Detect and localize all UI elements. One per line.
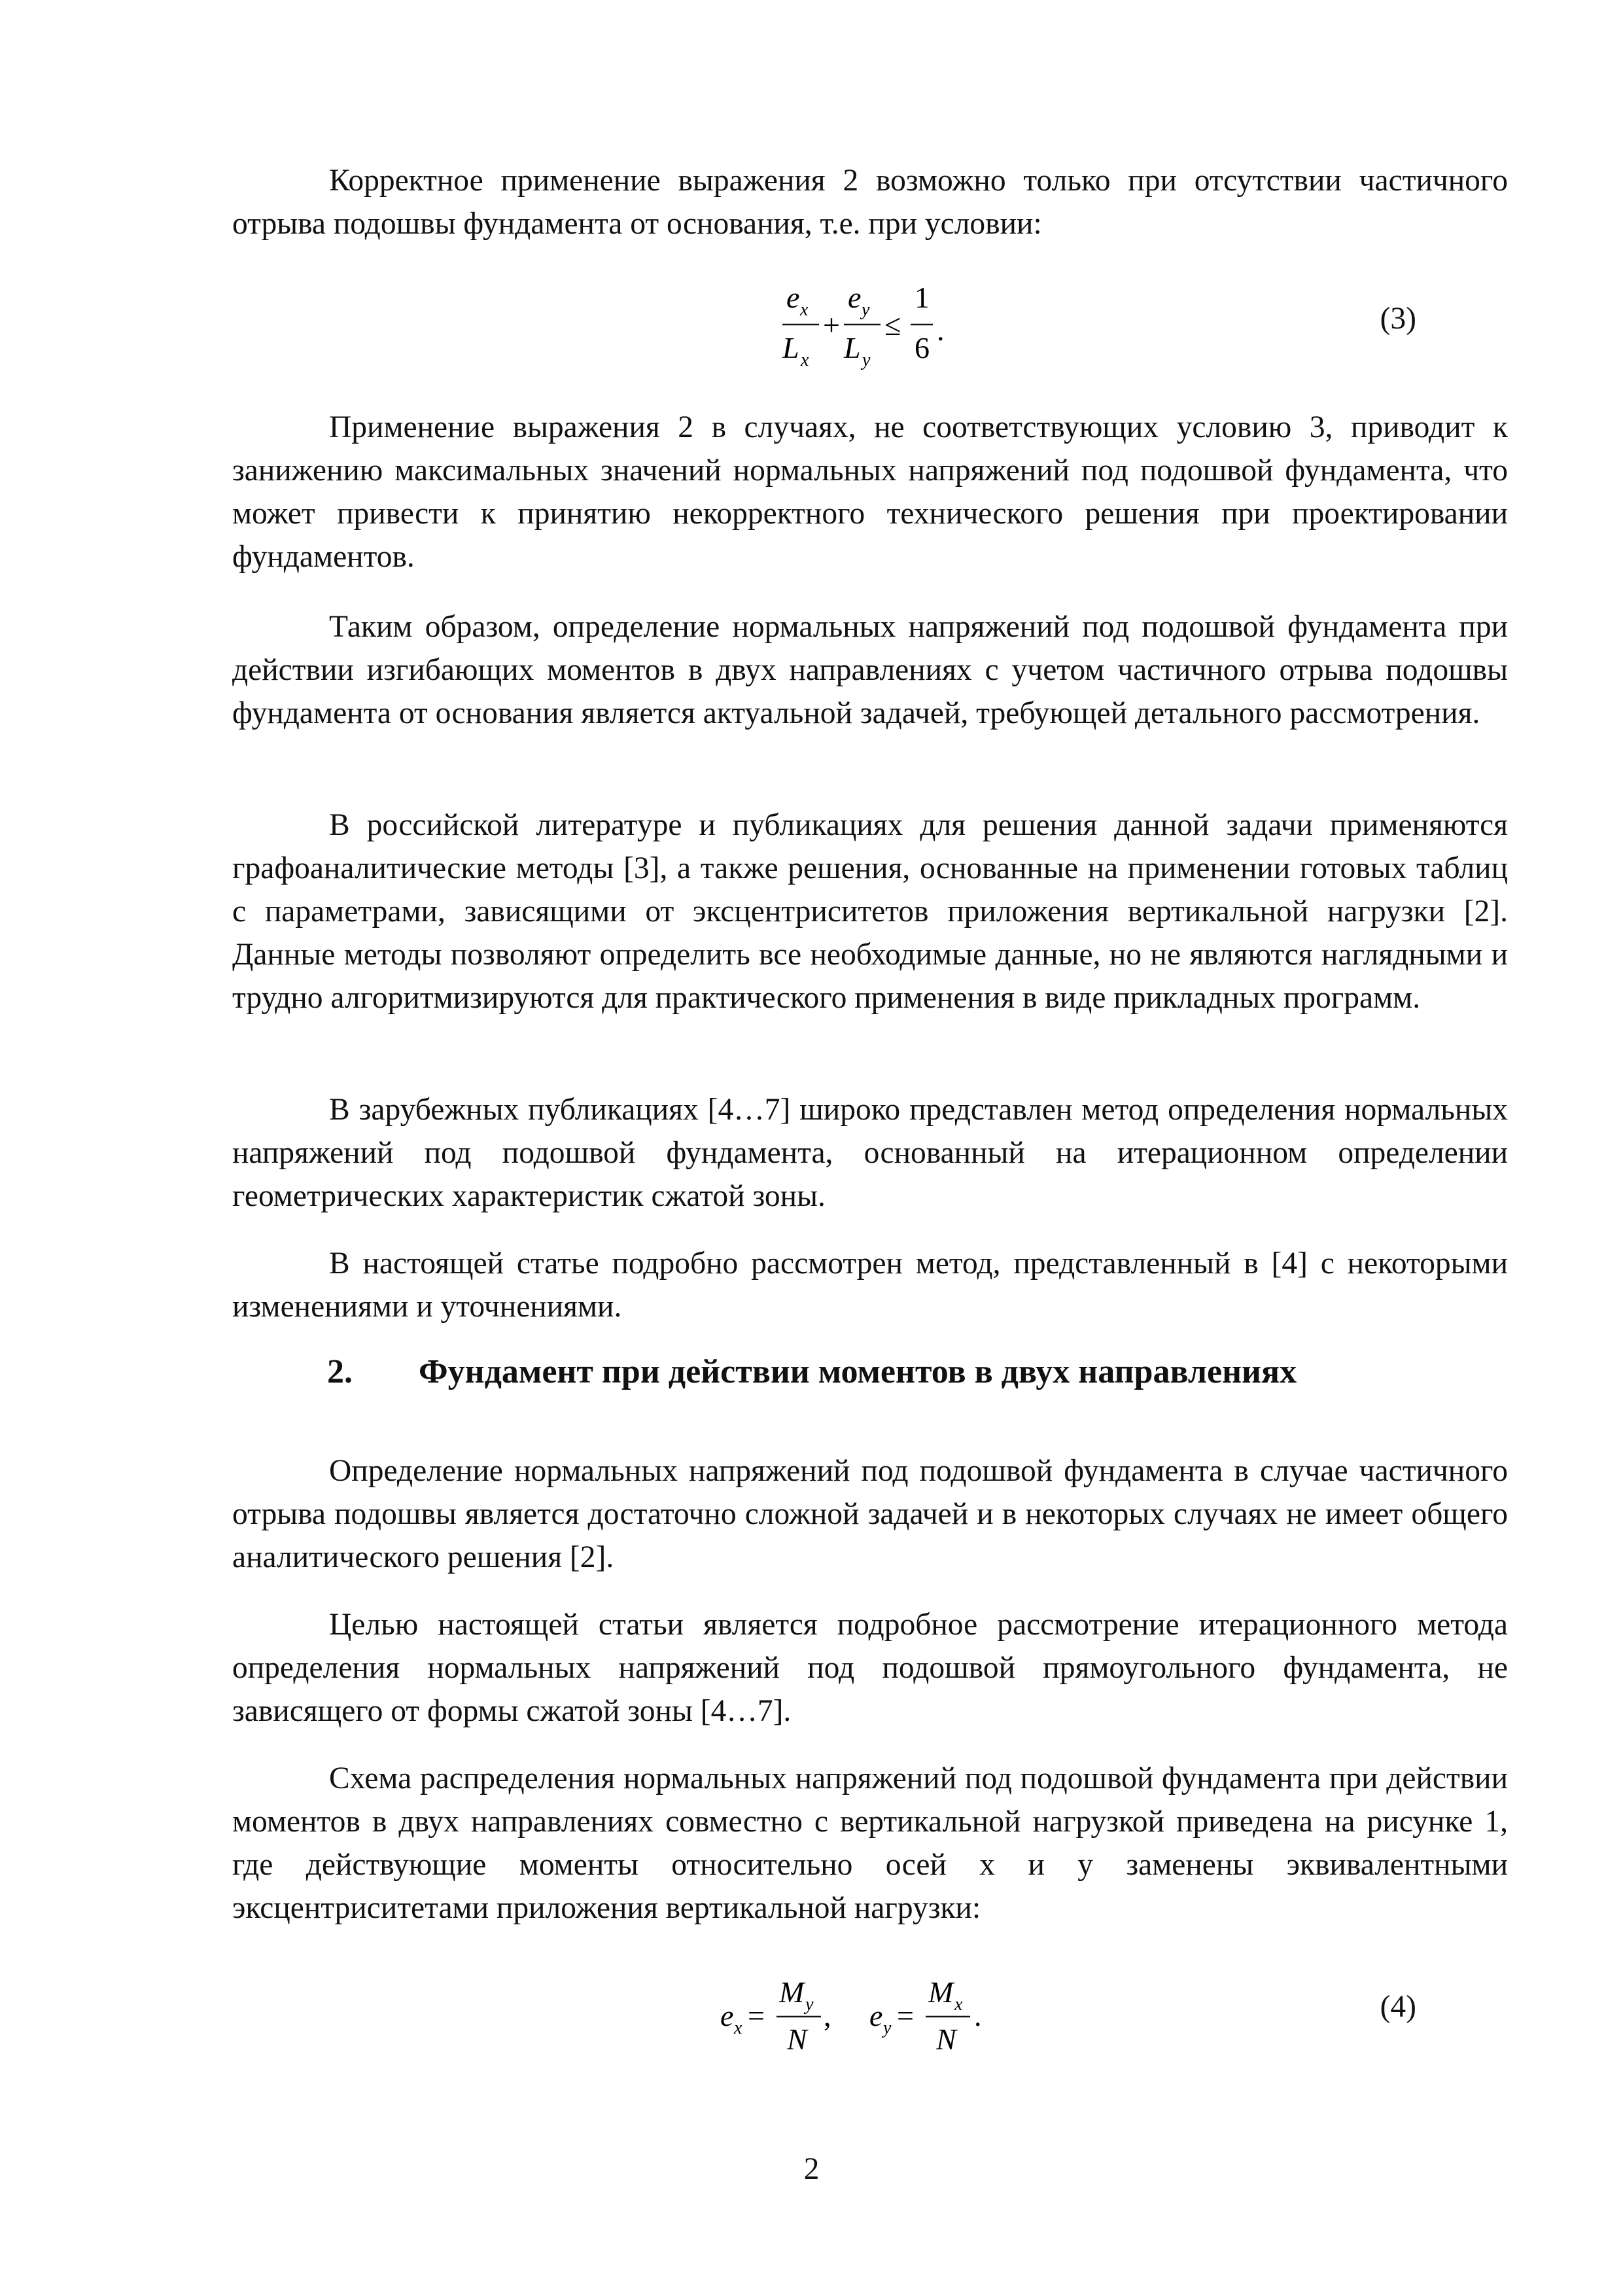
svg-text:,: ,: [824, 1999, 831, 2032]
svg-text:.: .: [937, 313, 945, 347]
svg-text:e: e: [786, 281, 800, 314]
svg-text:y: y: [862, 350, 871, 370]
equation-3-number: (3): [1380, 302, 1416, 336]
svg-text:L: L: [782, 331, 799, 364]
svg-text:N: N: [787, 2022, 807, 2056]
equation-4-formula: [716, 1963, 1056, 2061]
paragraph-8: Целью настоящей статьи является подробное рассмотрение итерационного метода определения нормальных напряжений под подошвой прямоугольного фундамента, не зависящего от формы сжатой зоны [4…7].: [232, 1608, 1508, 1728]
paragraph-2: Применение выражения 2 в случаях, не соответствующих условию 3, приводит к занижению максимальных значений нормальных напряжений под подошвой фундамента, что может привести к принятию некорректного технического решения при проектировании фундаментов.: [232, 410, 1508, 574]
svg-text:x: x: [954, 1994, 963, 2015]
page-number: 2: [803, 2152, 820, 2186]
paragraph-3: Таким образом, определение нормальных напряжений под подошвой фундамента при действии изгибающих моментов в двух направлениях с учетом частичного отрыва подошвы фундамента от основания является актуальной задачей, требующей детального рассмотрения.: [232, 610, 1508, 730]
equation-4-number: (4): [1380, 1990, 1416, 2024]
svg-text:y: y: [805, 1994, 814, 2015]
svg-text:≤: ≤: [884, 308, 901, 342]
svg-text:x: x: [800, 300, 809, 320]
svg-text:x: x: [734, 2018, 742, 2038]
paragraph-5: В зарубежных публикациях [4…7] широко представлен метод определения нормальных напряжений под подошвой фундамента, основанный на итерационном определении геометрических характеристик сжатой зоны.: [232, 1093, 1508, 1213]
svg-text:M: M: [928, 1975, 954, 2009]
equation-4: [232, 1963, 1508, 2061]
section-number: 2.: [327, 1353, 353, 1390]
svg-text:e: e: [848, 281, 862, 314]
section-title: Фундамент при действии моментов в двух направлениях: [419, 1353, 1297, 1390]
equation-3-formula: [772, 275, 1034, 373]
svg-text:y: y: [862, 300, 870, 320]
svg-text:6: 6: [915, 331, 930, 364]
paragraph-6: В настоящей статье подробно рассмотрен метод, представленный в [4] с некоторыми изменениями и уточнениями.: [232, 1246, 1508, 1324]
svg-text:N: N: [936, 2022, 956, 2056]
equation-3: [232, 275, 1508, 373]
paragraph-9: Схема распределения нормальных напряжений под подошвой фундамента при действии моментов в двух направлениях совместно с вертикальной нагрузкой приведена на рисунке 1, где действующие моменты относительно осей x и y заменены эквивалентными эксцентриситетами приложения вертикальной нагрузки:: [232, 1761, 1508, 1925]
paragraph-1: Корректное применение выражения 2 возможно только при отсутствии частичного отрыва подошвы фундамента от основания, т.е. при условии:: [232, 164, 1508, 241]
paragraph-4: В российской литературе и публикациях для решения данной задачи применяются графоаналитические методы [3], а также решения, основанные на применении готовых таблиц с параметрами, зависящими от эксцентриситетов приложения вертикальной нагрузки [2]. Данные методы позволяют определить все необходимые данные, но не являются наглядными и трудно алгоритмизируются для практического применения в виде прикладных программ.: [232, 808, 1508, 1015]
svg-text:y: y: [883, 2018, 892, 2038]
section-heading: [327, 1352, 1297, 1391]
svg-text:e: e: [720, 1999, 734, 2032]
svg-text:.: .: [974, 1999, 982, 2032]
svg-text:x: x: [801, 350, 809, 370]
svg-text:=: =: [748, 1999, 765, 2032]
svg-text:e: e: [869, 1999, 883, 2032]
svg-text:L: L: [844, 331, 861, 364]
svg-text:M: M: [779, 1975, 805, 2009]
svg-text:=: =: [897, 1999, 914, 2032]
svg-text:1: 1: [915, 281, 930, 314]
paragraph-7: Определение нормальных напряжений под подошвой фундамента в случае частичного отрыва подошвы является достаточно сложной задачей и в некоторых случаях не имеет общего аналитического решения [2].: [232, 1454, 1508, 1574]
svg-text:+: +: [823, 308, 840, 342]
